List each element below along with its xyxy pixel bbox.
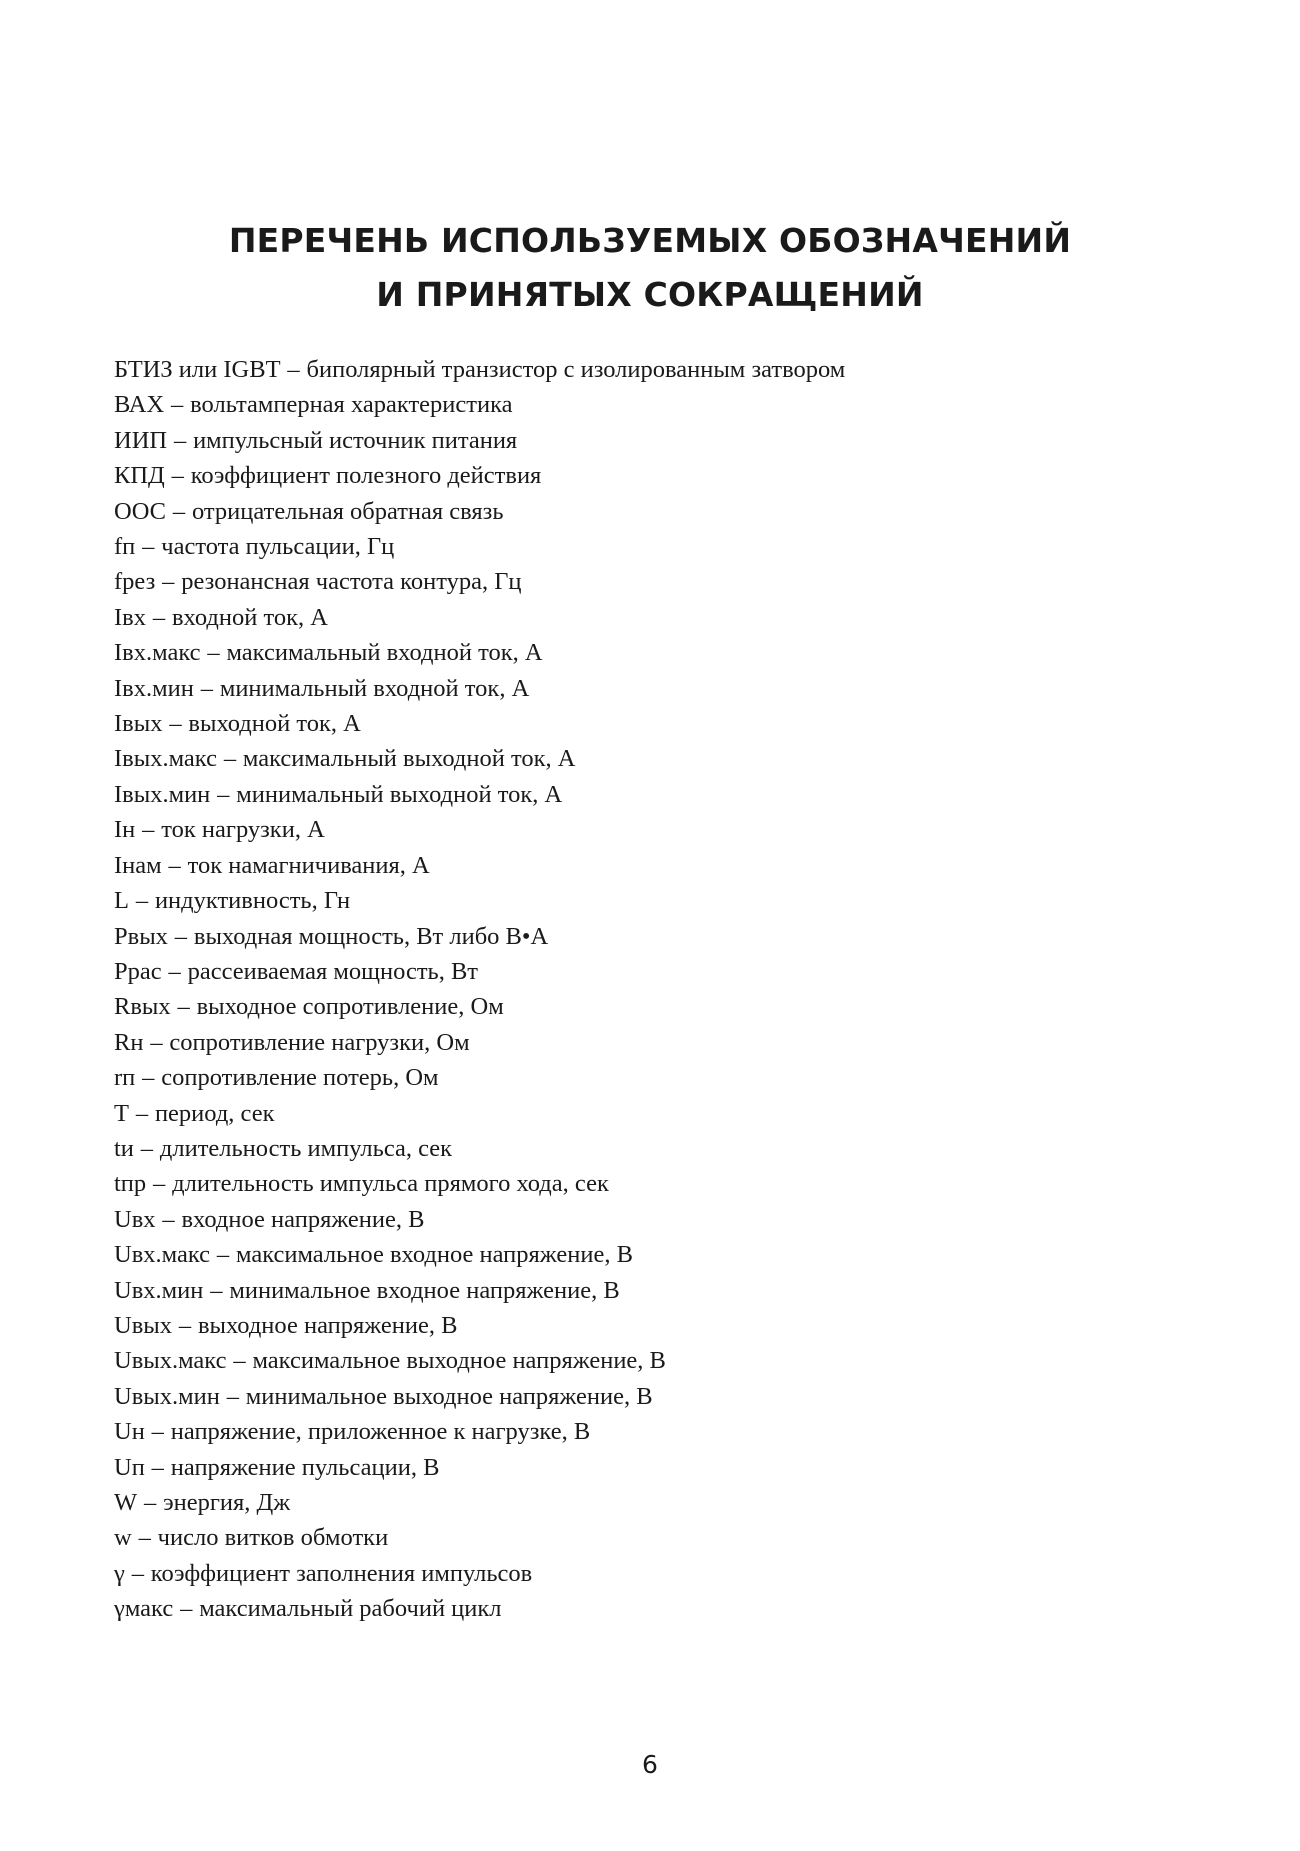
abbreviation-term: Iвых (114, 710, 163, 738)
abbreviation-term: w (114, 1524, 132, 1552)
abbreviation-term: Uвх (114, 1205, 156, 1233)
separator-dash: – (169, 710, 182, 738)
list-item (114, 777, 845, 812)
list-item (114, 387, 845, 422)
list-item (114, 1060, 845, 1095)
list-item (114, 1379, 845, 1414)
list-item (114, 883, 845, 918)
abbreviation-term: W (114, 1489, 138, 1516)
abbreviation-list (114, 352, 845, 1627)
abbreviation-term: Iвых.мин (114, 780, 211, 808)
list-item (114, 1591, 845, 1626)
abbreviation-term: ИИП (114, 426, 168, 454)
abbreviation-term: Rн (114, 1028, 144, 1056)
abbreviation-term: fрез (114, 568, 156, 596)
abbreviation-definition: выходное сопротивление, Ом (196, 993, 504, 1021)
separator-dash: – (162, 1205, 175, 1233)
list-item (114, 1131, 845, 1166)
list-item (114, 1202, 845, 1237)
abbreviation-definition: минимальный входной ток, А (219, 674, 530, 702)
list-item (114, 1485, 845, 1520)
abbreviation-term: Uвх.мин (114, 1276, 204, 1304)
abbreviation-definition: максимальный выходной ток, А (242, 745, 576, 773)
separator-dash: – (171, 391, 184, 419)
separator-dash: – (287, 356, 300, 383)
separator-dash: – (143, 1489, 157, 1516)
abbreviation-definition: длительность импульса, сек (159, 1134, 453, 1162)
abbreviation-definition: ток нагрузки, А (161, 816, 325, 844)
list-item (114, 494, 845, 529)
list-item (114, 1308, 845, 1343)
list-item (114, 635, 845, 670)
separator-dash: – (142, 1064, 155, 1092)
abbreviation-definition: напряжение пульсации, В (170, 1453, 440, 1481)
abbreviation-term: Iвх.макс (114, 639, 201, 667)
page-number: 6 (642, 1750, 658, 1779)
separator-dash: – (210, 1276, 223, 1304)
separator-dash: – (174, 922, 188, 950)
abbreviation-definition: индуктивность, Гн (154, 887, 351, 915)
separator-dash: – (162, 568, 175, 596)
list-item (114, 529, 845, 564)
list-item (114, 1414, 845, 1449)
list-item (114, 741, 845, 776)
abbreviation-term: ВАХ (114, 391, 165, 419)
page-title-line-2: И ПРИНЯТЫХ СОКРАЩЕНИЙ (376, 275, 924, 314)
separator-dash: – (180, 1595, 193, 1623)
abbreviation-definition: рассеиваемая мощность, Вт (187, 957, 478, 985)
abbreviation-term: tпр (114, 1170, 147, 1198)
abbreviation-definition: отрицательная обратная связь (192, 497, 504, 525)
abbreviation-term: КПД (114, 462, 165, 490)
list-item (114, 1343, 845, 1378)
list-item (114, 1273, 845, 1308)
abbreviation-term: Uвых (114, 1311, 172, 1339)
abbreviation-definition: минимальное выходное напряжение, В (245, 1382, 653, 1410)
abbreviation-definition: выходная мощность, Вт либо В•А (193, 922, 549, 950)
list-item (114, 706, 845, 741)
list-item (114, 564, 845, 599)
separator-dash: – (135, 887, 149, 915)
list-item (114, 989, 845, 1024)
separator-dash: – (217, 780, 230, 808)
separator-dash: – (138, 1524, 151, 1552)
separator-dash: – (233, 1347, 246, 1375)
separator-dash: – (151, 1418, 164, 1446)
abbreviation-term: γмакс (114, 1595, 174, 1623)
list-item (114, 919, 845, 954)
abbreviation-definition: биполярный транзистор с изолированным затвором (306, 356, 846, 383)
list-item (114, 812, 845, 847)
abbreviation-term: Pрас (114, 957, 162, 985)
abbreviation-definition: энергия, Дж (163, 1489, 291, 1516)
abbreviation-definition: выходной ток, А (188, 710, 361, 738)
separator-dash: – (168, 957, 181, 985)
separator-dash: – (152, 603, 166, 631)
abbreviation-definition: минимальное входное напряжение, В (229, 1276, 620, 1304)
separator-dash: – (131, 1559, 144, 1587)
abbreviation-definition: входное напряжение, В (181, 1205, 425, 1233)
separator-dash: – (216, 1241, 230, 1269)
list-item (114, 1237, 845, 1272)
abbreviation-term: Pвых (114, 922, 168, 950)
abbreviation-term: Iвх.мин (114, 674, 194, 702)
abbreviation-definition: число витков обмотки (157, 1524, 389, 1552)
list-item (114, 1556, 845, 1591)
separator-dash: – (142, 533, 155, 561)
page-title-line-1: ПЕРЕЧЕНЬ ИСПОЛЬЗУЕМЫХ ОБОЗНАЧЕНИЙ (228, 221, 1072, 260)
separator-dash: – (223, 745, 237, 773)
abbreviation-definition: сопротивление потерь, Ом (161, 1064, 439, 1092)
page-title (0, 214, 1300, 322)
abbreviation-term: T (114, 1099, 129, 1127)
separator-dash: – (200, 674, 213, 702)
abbreviation-definition: длительность импульса прямого хода, сек (172, 1170, 609, 1198)
list-item (114, 1520, 845, 1555)
abbreviation-definition: период, сек (154, 1099, 275, 1127)
separator-dash: – (178, 1311, 192, 1339)
abbreviation-definition: резонансная частота контура, Гц (181, 568, 522, 596)
separator-dash: – (153, 1170, 166, 1198)
abbreviation-term: Iн (114, 816, 136, 844)
abbreviation-definition: вольтамперная характеристика (190, 391, 513, 419)
abbreviation-term: ООС (114, 497, 167, 525)
abbreviation-definition: максимальное выходное напряжение, В (252, 1347, 666, 1375)
abbreviation-definition: входной ток, А (171, 603, 328, 631)
list-item (114, 1166, 845, 1201)
abbreviation-definition: максимальный входной ток, А (226, 639, 543, 667)
abbreviation-definition: сопротивление нагрузки, Ом (169, 1028, 470, 1056)
separator-dash: – (173, 426, 187, 454)
abbreviation-term: Rвых (114, 993, 171, 1021)
separator-dash: – (168, 851, 181, 879)
list-item (114, 954, 845, 989)
list-item (114, 458, 845, 493)
list-item (114, 1096, 845, 1131)
abbreviation-term: Iнам (114, 851, 162, 879)
list-item (114, 671, 845, 706)
separator-dash: – (172, 497, 186, 525)
separator-dash: – (177, 993, 190, 1021)
abbreviation-definition: коэффициент заполнения импульсов (150, 1559, 533, 1587)
abbreviation-definition: максимальное входное напряжение, В (235, 1241, 633, 1269)
abbreviation-term: γ (114, 1559, 125, 1587)
abbreviation-term: Iвых.макс (114, 745, 217, 773)
separator-dash: – (142, 816, 155, 844)
abbreviation-term: Iвх (114, 603, 146, 631)
abbreviation-term: Uн (114, 1418, 145, 1446)
abbreviation-definition: ток намагничивания, А (187, 851, 430, 879)
abbreviation-definition: коэффициент полезного действия (190, 462, 542, 490)
abbreviation-term: Uп (114, 1453, 145, 1481)
separator-dash: – (135, 1099, 149, 1127)
abbreviation-term: L (114, 887, 129, 915)
abbreviation-definition: выходное напряжение, В (197, 1311, 458, 1339)
abbreviation-term: Uвых.мин (114, 1382, 220, 1410)
abbreviation-term: БТИЗ или IGBT (114, 356, 281, 383)
list-item (114, 848, 845, 883)
abbreviation-term: rп (114, 1064, 136, 1092)
list-item (114, 423, 845, 458)
separator-dash: – (226, 1382, 239, 1410)
list-item (114, 1450, 845, 1485)
abbreviation-term: Uвх.макс (114, 1241, 211, 1269)
abbreviation-definition: частота пульсации, Гц (161, 533, 395, 561)
abbreviation-definition: импульсный источник питания (193, 426, 518, 454)
abbreviation-term: fп (114, 533, 136, 561)
abbreviation-definition: напряжение, приложенное к нагрузке, В (170, 1418, 591, 1446)
list-item (114, 1025, 845, 1060)
abbreviation-definition: минимальный выходной ток, А (236, 780, 563, 808)
separator-dash: – (140, 1134, 154, 1162)
separator-dash: – (151, 1453, 164, 1481)
separator-dash: – (150, 1028, 163, 1056)
list-item (114, 352, 845, 387)
separator-dash: – (171, 462, 184, 490)
separator-dash: – (207, 639, 220, 667)
abbreviation-term: tи (114, 1134, 134, 1162)
abbreviation-definition: максимальный рабочий цикл (199, 1595, 502, 1623)
list-item (114, 600, 845, 635)
abbreviation-term: Uвых.макс (114, 1347, 227, 1375)
